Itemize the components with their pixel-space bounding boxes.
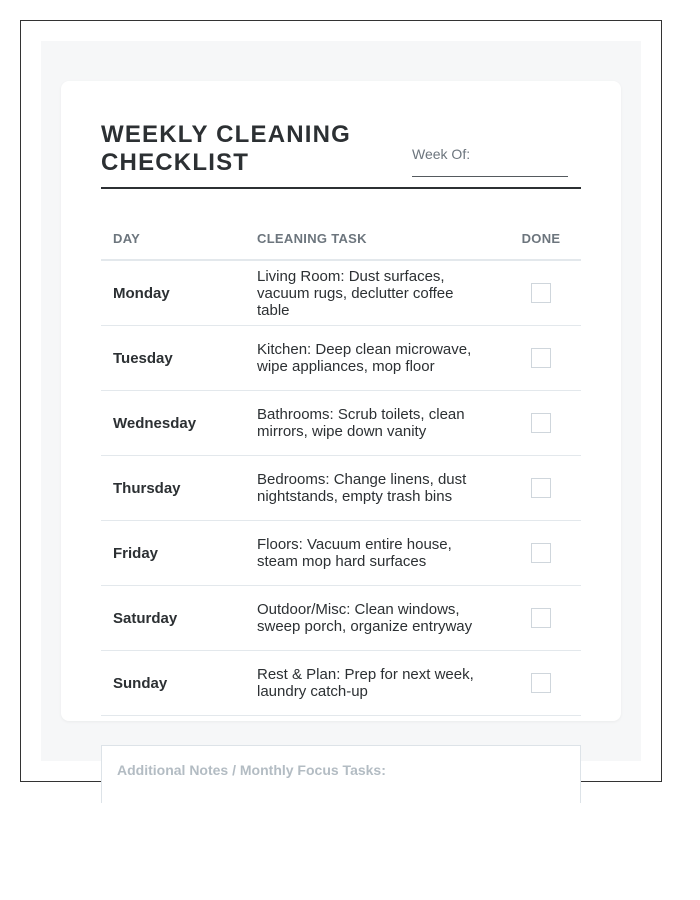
done-checkbox[interactable] (531, 348, 551, 368)
table-row (101, 391, 581, 456)
done-cell (501, 456, 581, 521)
task-cell: Rest & Plan: Prep for next week, laundry catch-up (245, 651, 501, 716)
table-row (101, 326, 581, 391)
task-cell: Outdoor/Misc: Clean windows, sweep porch, organize entryway (245, 586, 501, 651)
table-row (101, 651, 581, 716)
column-header-done: DONE (501, 217, 581, 260)
day-cell: Monday (101, 260, 245, 326)
done-cell (501, 260, 581, 326)
day-cell: Wednesday (101, 391, 245, 456)
table-row (101, 586, 581, 651)
task-cell: Living Room: Dust surfaces, vacuum rugs, declutter coffee table (245, 260, 501, 326)
table-row (101, 456, 581, 521)
day-cell: Sunday (101, 651, 245, 716)
cleaning-task-table (101, 217, 581, 716)
week-of-field[interactable] (412, 146, 568, 177)
done-cell (501, 326, 581, 391)
checklist-header (101, 121, 581, 189)
done-checkbox[interactable] (531, 413, 551, 433)
done-checkbox[interactable] (531, 543, 551, 563)
task-cell: Floors: Vacuum entire house, steam mop hard surfaces (245, 521, 501, 586)
checklist-card (61, 81, 621, 721)
done-cell (501, 521, 581, 586)
day-cell: Tuesday (101, 326, 245, 391)
task-cell: Bedrooms: Change linens, dust nightstands, empty trash bins (245, 456, 501, 521)
column-header-day: DAY (101, 217, 245, 260)
done-checkbox[interactable] (531, 673, 551, 693)
day-cell: Saturday (101, 586, 245, 651)
day-cell: Friday (101, 521, 245, 586)
task-cell: Kitchen: Deep clean microwave, wipe appliances, mop floor (245, 326, 501, 391)
done-cell (501, 391, 581, 456)
done-cell (501, 586, 581, 651)
done-checkbox[interactable] (531, 283, 551, 303)
table-header-row (101, 217, 581, 260)
week-of-label: Week Of: (412, 146, 471, 162)
day-cell: Thursday (101, 456, 245, 521)
table-row (101, 260, 581, 326)
notes-label: Additional Notes / Monthly Focus Tasks: (117, 762, 386, 778)
page-title: WEEKLY CLEANING CHECKLIST (101, 121, 352, 176)
page-bottom-margin (0, 803, 700, 900)
done-cell (501, 651, 581, 716)
table-row (101, 521, 581, 586)
done-checkbox[interactable] (531, 608, 551, 628)
task-cell: Bathrooms: Scrub toilets, clean mirrors, wipe down vanity (245, 391, 501, 456)
column-header-task: CLEANING TASK (245, 217, 501, 260)
done-checkbox[interactable] (531, 478, 551, 498)
